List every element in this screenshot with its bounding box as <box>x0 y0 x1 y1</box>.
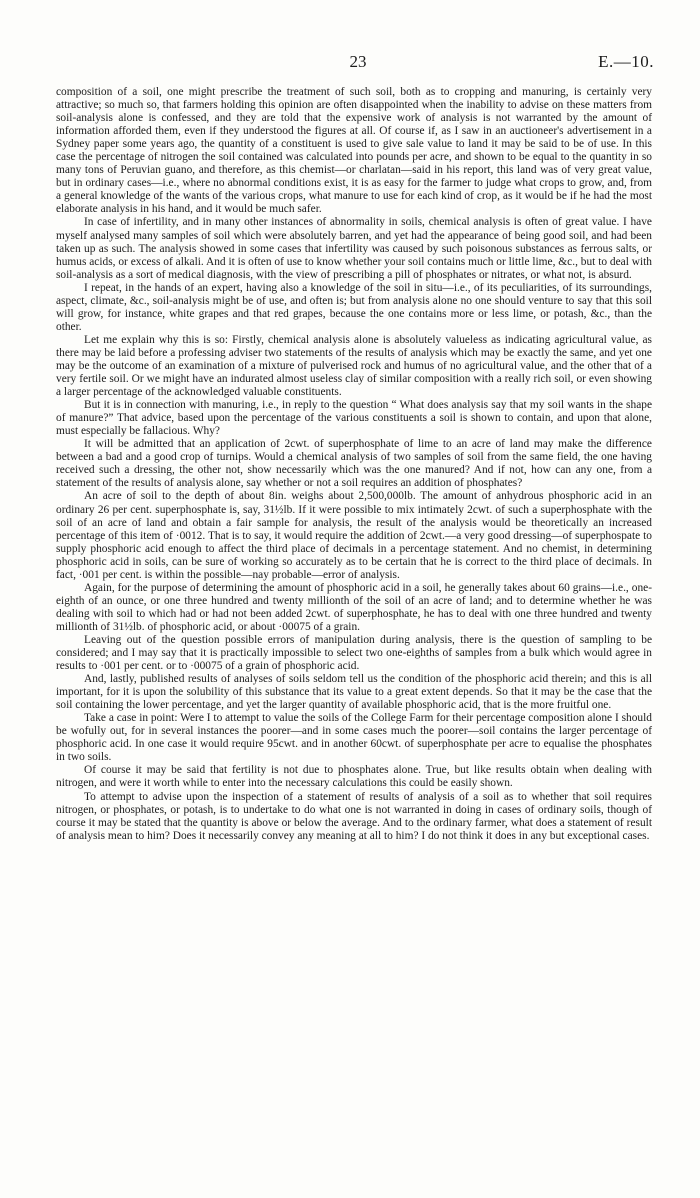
paragraph: It will be admitted that an application of 2cwt. of superphosphate of lime to an acre of land may make the difference between a bad and a good crop of turnips. Would a chemical analysis of two samples of soil from the same field, the one having received such a dressing, the other not, show necessarily which was the one manured? And if not, how can any one, from a statement of the results of analysis alone, say whether or not a soil requires an addition of phosphates? <box>56 438 652 490</box>
paragraph: Leaving out of the question possible errors of manipulation during analysis, there is the question of sampling to be considered; and I may say that it is practically impossible to select two one-eighths of samples from a bulk which would agree in results to ·001 per cent. or to ·00075 of a grain of phosphoric acid. <box>56 633 652 673</box>
paragraph: An acre of soil to the depth of about 8in. weighs about 2,500,000lb. The amount of anhydrous phosphoric acid in an ordinary 26 per cent. superphosphate is, say, 31½lb. If it were possible to mix intimately 2cwt. of such a superphosphate with the soil of an acre of land and obtain a fair sample for analysis, the result of the analysis would be theoretically an increased percentage of this item of ·0012. That is to say, it would require the addition of 2cwt.—a very good dressing—of superphospate to supply phosphoric acid enough to affect the third place of decimals in a percentage statement. And no chemist, in determining phosphoric acid in soils, can be sure of working so accurately as to be certain that he is correct to the third place of decimals. In fact, ·001 per cent. is within the possible—nay probable—error of analysis. <box>56 490 652 581</box>
paragraph: Again, for the purpose of determining the amount of phosphoric acid in a soil, he generally takes about 60 grains—i.e., one-eighth of an ounce, or one three hundred and twenty millionth of the soil of an acre of land; and to determine whether he was dealing with soil to which had or had not been added 2cwt. of superphosphate, he has to deal with one three hundred and twenty millionth of 31½lb. of phosphoric acid, or about ·00075 of a grain. <box>56 581 652 633</box>
paragraph: In case of infertility, and in many other instances of abnormality in soils, chemical analysis is often of great value. I have myself analysed many samples of soil which were absolutely barren, and yet had the appearance of being good soil, and had been taken up as such. The analysis showed in some cases that infertility was caused by such poisonous substances as ferrous salts, or humus acids, or excess of alkali. And it is often of use to know whether your soil contains much or little lime, &c., but to deal with soil-analysis as a sort of medical diagnosis, with the view of prescribing a pill of phosphates or nitrates, or what not, is absurd. <box>56 216 652 281</box>
paragraph: composition of a soil, one might prescribe the treatment of such soil, both as to cropping and manuring, is certainly very attractive; so much so, that farmers holding this opinion are often disappointed when the inability to advise on these matters from soil-analysis alone is confessed, and they are told that the expensive work of analysis is not warranted by the amount of information afforded them, even if they understood the figures at all. Of course if, as I saw in an auctioneer's advertisement in a Sydney paper some years ago, the quantity of a constituent is used to give sale value to land it may be said to be of use. In this case the percentage of nitrogen the soil contained was calculated into pounds per acre, and shown to be equal to the quantity in so many tons of Peruvian guano, and therefore, as this chemist—or charlatan—said in his report, this land was of very great value, but in ordinary cases—i.e., where no abnormal conditions exist, it is as easy for the farmer to judge what crops to grow, and, from a general knowledge of the wants of the various crops, what manure to use for each kind of crop, as it would be if he had the most elaborate analysis in his hand, and it would be much safer. <box>56 86 652 216</box>
paragraph: I repeat, in the hands of an expert, having also a knowledge of the soil in situ—i.e., of its peculiarities, of its surroundings, aspect, climate, &c., soil-analysis might be of use, and often is; but from analysis alone no one should venture to say that this soil will grow, for instance, white grapes and that red grapes, because the one contains more or less lime, or potash, &c., than the other. <box>56 281 652 333</box>
paragraph: Take a case in point: Were I to attempt to value the soils of the College Farm for their percentage composition alone I should be wofully out, for in several instances the poorer—and in some cases much the poorer—soil contains the larger percentage of phosphoric acid. In one case it would require 95cwt. and in another 60cwt. of superphosphate per acre to equalise the phosphates in two soils. <box>56 712 652 764</box>
paragraph: Of course it may be said that fertility is not due to phosphates alone. True, but like results obtain when dealing with nitrogen, and were it worth while to enter into the necessary calculations this could be easily shown. <box>56 764 652 790</box>
paragraph: And, lastly, published results of analyses of soils seldom tell us the condition of the phosphoric acid therein; and this is all important, for it is upon the solubility of this substance that its value to a great extent depends. So that it may be the case that the soil containing the lower percentage, and yet the larger quantity of available phosphoric acid, that is the more fruitful one. <box>56 673 652 712</box>
paragraph: But it is in connection with manuring, i.e., in reply to the question “ What does analysis say that my soil wants in the shape of manure?” That advice, based upon the percentage of the various constituents a soil is shown to contain, and upon that alone, must especially be fallacious. Why? <box>56 399 652 438</box>
series-code: E.—10. <box>598 52 654 71</box>
paragraph: To attempt to advise upon the inspection of a statement of results of analysis of a soil as to whether that soil requires nitrogen, or phosphates, or potash, is to undertake to do what one is not warranted in doing in cases of ordinary soils, though of course it may be stated that the quantity is above or below the average. And to the ordinary farmer, what does a statement of result of analysis mean to him? Does it necessarily convey any meaning at all to him? I do not think it does in any but exceptional cases. <box>56 790 652 842</box>
page-header <box>0 52 700 76</box>
paragraph: Let me explain why this is so: Firstly, chemical analysis alone is absolutely valueless as indicating agricultural value, as there may be laid before a professing adviser two statements of the results of analysis which may be exactly the same, and yet one may be the outcome of an examination of a mixture of pulverised rock and humus of no agricultural value, and the other that of a very fertile soil. Or we might have an indurated almost useless clay of similar composition with a really rich soil, or even showing a larger percentage of the acknowledged valuable constituents. <box>56 333 652 399</box>
page-number: 23 <box>349 52 367 71</box>
body-text <box>56 86 652 843</box>
